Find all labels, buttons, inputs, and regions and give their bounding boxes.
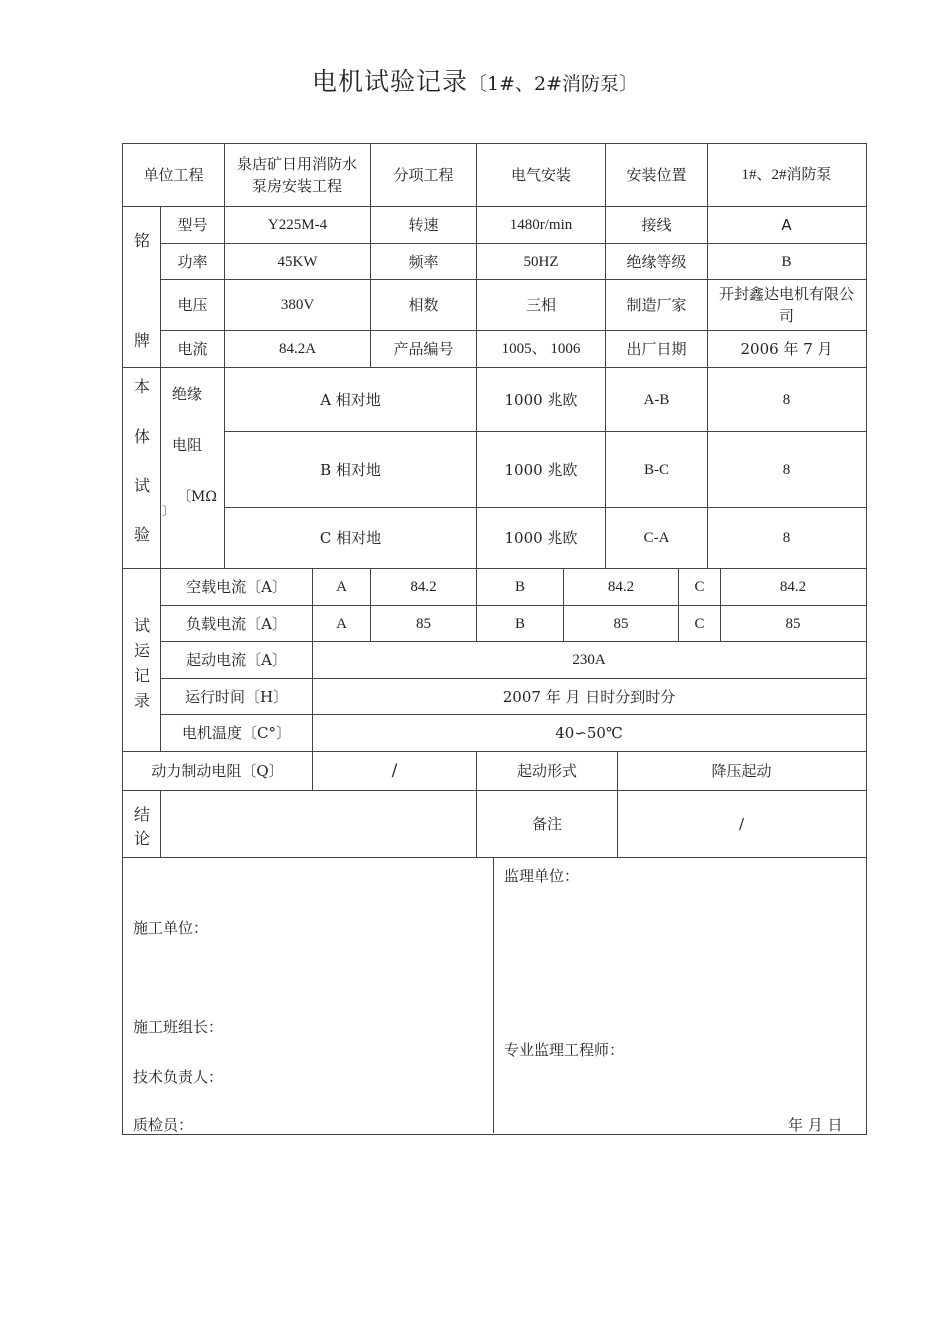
power-value: 45KW	[277, 253, 318, 270]
sub-project-value: 电气安装	[510, 166, 571, 184]
start-mode-value: 降压起动	[711, 762, 772, 780]
brake-label: 动力制动电阻〔Q〕	[151, 762, 284, 780]
supervision-engineer-label: 专业监理工程师：	[504, 1041, 625, 1059]
trial-run-label-3: 记	[133, 666, 150, 685]
phase-value: 三相	[525, 296, 556, 314]
load-a-value: 85	[416, 615, 431, 632]
temp-label: 电机温度〔C°〕	[182, 724, 291, 742]
ins-value-a: 1000 兆欧	[504, 390, 578, 409]
sub-project-label: 分项工程	[393, 166, 454, 184]
insulation-class-label: 绝缘等级	[626, 252, 687, 271]
noload-a-value: 84.2	[410, 579, 437, 595]
start-mode-label: 起动形式	[516, 762, 577, 780]
page-title	[0, 62, 950, 98]
brake-value: /	[391, 761, 398, 781]
insulation-label-4: 〕	[162, 504, 175, 518]
ins-phase-c: C 相对地	[319, 529, 382, 547]
date-value: 2006 年 7 月	[740, 340, 833, 358]
location-label: 安装位置	[626, 166, 687, 184]
quality-inspector-label: 质检员：	[133, 1116, 194, 1134]
trial-run-label-2: 运	[133, 641, 150, 660]
load-c-value: 85	[785, 615, 801, 632]
model-label: 型号	[177, 216, 208, 234]
conclusion-label-2: 论	[133, 829, 150, 848]
voltage-label: 电压	[177, 296, 208, 314]
remark-label: 备注	[531, 815, 562, 833]
ins-phase-a: A 相对地	[320, 390, 381, 409]
freq-label: 频率	[408, 252, 439, 271]
construction-unit-label: 施工单位：	[133, 919, 209, 937]
noload-label: 空载电流〔A〕	[186, 578, 287, 596]
ins-pair-ca: C-A	[643, 530, 670, 546]
serial-label: 产品编号	[393, 340, 454, 358]
trial-run-label-1: 试	[133, 616, 150, 635]
insulation-label-1: 绝缘	[172, 385, 203, 403]
insulation-label-3: 〔MΩ	[177, 489, 217, 505]
run-time-label: 运行时间〔H〕	[184, 687, 289, 706]
noload-c-label: C	[694, 579, 705, 595]
noload-a-label: A	[336, 579, 347, 595]
ins-pair-bc-value: 8	[782, 461, 791, 478]
ins-value-c: 1000 兆欧	[504, 529, 578, 547]
phase-label: 相数	[408, 296, 439, 314]
run-time-value: 2007 年 月 日时分到时分	[502, 687, 676, 706]
remark-value: /	[738, 815, 745, 833]
body-test-label-4: 验	[133, 525, 150, 544]
title-main: 电机试验记录	[311, 67, 468, 96]
noload-b-value: 84.2	[607, 579, 635, 595]
supervision-unit-label: 监理单位：	[504, 867, 580, 885]
ins-pair-bc: B-C	[643, 461, 669, 478]
body-test-label-2: 体	[133, 427, 150, 446]
insulation-class-value: B	[781, 253, 792, 270]
speed-label: 转速	[408, 216, 439, 234]
temp-value: 40∽50℃	[555, 724, 623, 742]
manufacturer-label: 制造厂家	[626, 296, 687, 314]
start-current-label: 起动电流〔A〕	[186, 651, 287, 669]
load-b-value: 85	[613, 615, 629, 632]
model-value: Y225M-4	[267, 217, 328, 233]
current-value: 84.2A	[278, 341, 317, 357]
noload-b-label: B	[514, 579, 525, 595]
conclusion-label-1: 结	[133, 805, 150, 824]
trial-run-label-4: 录	[133, 691, 150, 710]
load-a-label: A	[336, 615, 347, 632]
insulation-label-2: 电阻	[172, 436, 203, 454]
title-sub: 〔1#、2#消防泵〕	[467, 73, 639, 95]
nameplate-section-label-1: 铭	[133, 231, 150, 250]
speed-value: 1480r/min	[509, 217, 573, 233]
current-label: 电流	[177, 340, 208, 358]
body-test-label-1: 本	[133, 377, 150, 396]
ins-value-b: 1000 兆欧	[504, 460, 578, 479]
ins-pair-ca-value: 8	[782, 530, 791, 546]
body-test-label-3: 试	[133, 476, 150, 495]
wiring-value: A	[781, 216, 792, 234]
wiring-label: 接线	[641, 216, 672, 234]
load-label: 负载电流〔A〕	[186, 614, 287, 633]
unit-project-value: 泉店矿日用消防水泵房安装工程	[236, 155, 357, 195]
manufacturer-value: 开封鑫达电机有限公司	[718, 285, 854, 325]
serial-value: 1005、 1006	[501, 341, 581, 357]
unit-project-label: 单位工程	[143, 166, 204, 184]
ins-pair-ab: A-B	[643, 391, 670, 408]
sign-date: 年 月 日	[788, 1116, 843, 1134]
ins-pair-ab-value: 8	[782, 391, 791, 408]
load-c-label: C	[694, 615, 705, 632]
voltage-value: 380V	[280, 297, 315, 313]
start-current-value: 230A	[572, 652, 606, 668]
tech-lead-label: 技术负责人：	[133, 1068, 224, 1086]
noload-c-value: 84.2	[779, 579, 807, 595]
date-label: 出厂日期	[626, 340, 687, 358]
nameplate-section-label-2: 牌	[133, 331, 150, 350]
ins-phase-b: B 相对地	[320, 460, 381, 479]
load-b-label: B	[514, 615, 525, 632]
team-leader-label: 施工班组长：	[133, 1018, 224, 1036]
location-value: 1#、2#消防泵	[741, 167, 832, 183]
power-label: 功率	[177, 252, 208, 271]
freq-value: 50HZ	[523, 253, 559, 270]
